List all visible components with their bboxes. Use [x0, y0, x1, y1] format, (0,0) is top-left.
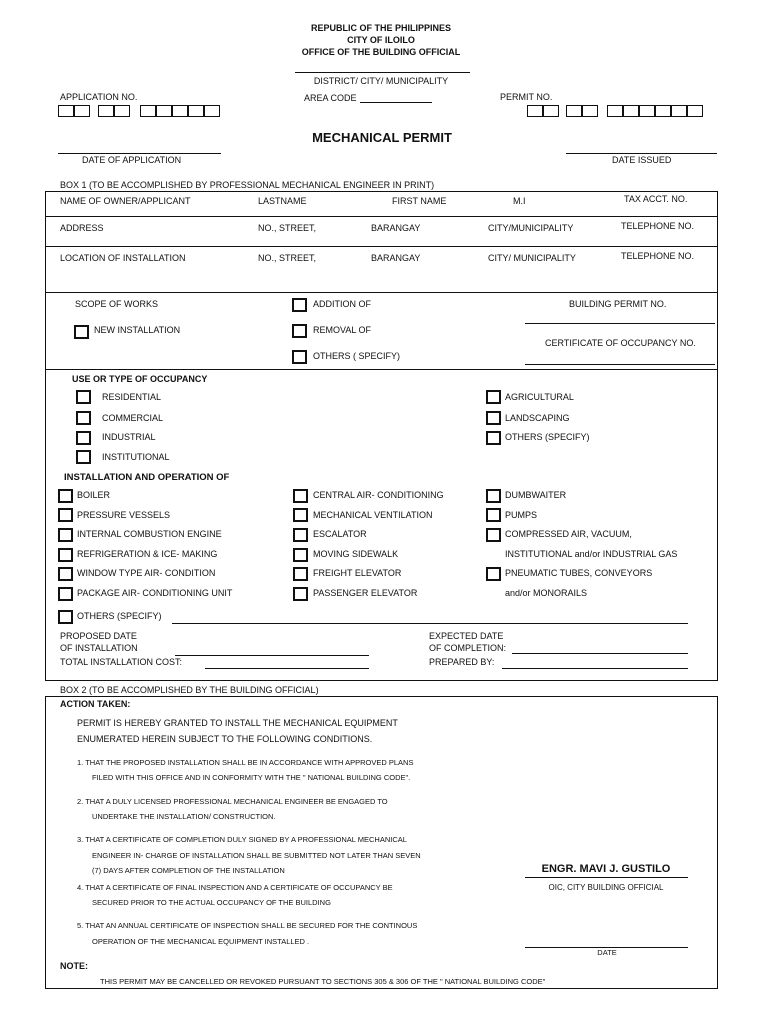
- refrigeration-checkbox[interactable]: [58, 548, 73, 562]
- condition-1: 1. THAT THE PROPOSED INSTALLATION SHALL BE IN ACCORDANCE WITH APPROVED PLANS: [77, 758, 414, 767]
- proposed-date-label: PROPOSED DATE: [60, 631, 137, 641]
- window-type-label: WINDOW TYPE AIR- CONDITION: [77, 568, 216, 578]
- new-installation-label: NEW INSTALLATION: [94, 325, 181, 335]
- application-no-digit-box[interactable]: [114, 105, 130, 117]
- certificate-occupancy-label: CERTIFICATE OF OCCUPANCY NO.: [545, 338, 696, 348]
- mechanical-ventilation-label: MECHANICAL VENTILATION: [313, 510, 433, 520]
- application-no-digit-box[interactable]: [74, 105, 90, 117]
- landscaping-checkbox[interactable]: [486, 411, 501, 425]
- window-type-checkbox[interactable]: [58, 567, 73, 581]
- permit-no-digit-box[interactable]: [639, 105, 655, 117]
- condition-5-cont: OPERATION OF THE MECHANICAL EQUIPMENT INSTALLED .: [92, 937, 310, 946]
- industrial-label: INDUSTRIAL: [102, 432, 156, 442]
- application-no-digit-box[interactable]: [140, 105, 156, 117]
- permit-no-digit-box[interactable]: [671, 105, 687, 117]
- use-others-label: OTHERS (SPECIFY): [505, 432, 590, 442]
- permit-grant-text-2: ENUMERATED HEREIN SUBJECT TO THE FOLLOWING CONDITIONS.: [77, 734, 373, 744]
- condition-3-cont: ENGINEER IN- CHARGE OF INSTALLATION SHALL BE SUBMITTED NOT LATER THAN SEVEN: [92, 851, 421, 860]
- escalator-label: ESCALATOR: [313, 529, 367, 539]
- mechanical-ventilation-checkbox[interactable]: [293, 508, 308, 522]
- commercial-checkbox[interactable]: [76, 411, 91, 425]
- prepared-by-label: PREPARED BY:: [429, 657, 495, 667]
- prepared-by-field[interactable]: [502, 668, 688, 669]
- note-text: THIS PERMIT MAY BE CANCELLED OR REVOKED PURSUANT TO SECTIONS 305 & 306 OF THE " NATIONAL BUILDING CODE": [100, 977, 546, 986]
- landscaping-label: LANDSCAPING: [505, 413, 570, 423]
- box1-heading: BOX 1 (TO BE ACCOMPLISHED BY PROFESSIONAL MECHANICAL ENGINEER IN PRINT): [60, 180, 435, 190]
- monorails-label: and/or MONORAILS: [505, 588, 588, 598]
- address-telephone-label: TELEPHONE NO.: [621, 221, 695, 231]
- expected-date-label-2: OF COMPLETION:: [429, 643, 507, 653]
- date-issued-label: DATE ISSUED: [612, 155, 672, 165]
- escalator-checkbox[interactable]: [293, 528, 308, 542]
- note-label: NOTE:: [60, 961, 88, 971]
- official-title: OIC, CITY BUILDING OFFICIAL: [548, 883, 664, 892]
- central-air-label: CENTRAL AIR- CONDITIONING: [313, 490, 444, 500]
- condition-4-cont: SECURED PRIOR TO THE ACTUAL OCCUPANCY OF THE BUILDING: [92, 898, 331, 907]
- condition-1-cont: FILED WITH THIS OFFICE AND IN CONFORMITY WITH THE " NATIONAL BUILDING CODE".: [92, 773, 411, 782]
- agricultural-label: AGRICULTURAL: [505, 392, 574, 402]
- use-others-checkbox[interactable]: [486, 431, 501, 445]
- permit-no-digit-box[interactable]: [655, 105, 671, 117]
- condition-2: 2. THAT A DULY LICENSED PROFESSIONAL MECHANICAL ENGINEER BE ENGAGED TO: [77, 797, 388, 806]
- permit-grant-text: PERMIT IS HEREBY GRANTED TO INSTALL THE MECHANICAL EQUIPMENT: [77, 718, 398, 728]
- expected-date-field[interactable]: [512, 653, 688, 654]
- area-code-field[interactable]: [360, 102, 432, 103]
- proposed-date-label-2: OF INSTALLATION: [60, 643, 138, 653]
- boiler-checkbox[interactable]: [58, 489, 73, 503]
- scope-label: SCOPE OF WORKS: [75, 299, 159, 309]
- permit-no-digit-box[interactable]: [582, 105, 598, 117]
- date-of-application-label: DATE OF APPLICATION: [82, 155, 182, 165]
- pressure-vessels-label: PRESSURE VESSELS: [77, 510, 171, 520]
- district-field-line[interactable]: [295, 72, 470, 73]
- permit-no-digit-box[interactable]: [687, 105, 703, 117]
- lastname-label: LASTNAME: [258, 196, 307, 206]
- permit-no-digit-box[interactable]: [527, 105, 543, 117]
- permit-no-digit-box[interactable]: [566, 105, 582, 117]
- moving-sidewalk-checkbox[interactable]: [293, 548, 308, 562]
- district-label: DISTRICT/ CITY/ MUNICIPALITY: [313, 76, 449, 86]
- installation-others-field[interactable]: [172, 623, 688, 624]
- boiler-label: BOILER: [77, 490, 111, 500]
- application-no-label: APPLICATION NO.: [60, 92, 138, 102]
- divider: [45, 216, 718, 217]
- package-air-label: PACKAGE AIR- CONDITIONING UNIT: [77, 588, 233, 598]
- building-permit-no-field[interactable]: [525, 323, 715, 324]
- header-office: OFFICE OF THE BUILDING OFFICIAL: [301, 47, 461, 57]
- scope-others-checkbox[interactable]: [292, 350, 307, 364]
- central-air-checkbox[interactable]: [293, 489, 308, 503]
- application-no-digit-box[interactable]: [98, 105, 114, 117]
- condition-3-cont-2: (7) DAYS AFTER COMPLETION OF THE INSTALLATION: [92, 866, 285, 875]
- dumbwaiter-checkbox[interactable]: [486, 489, 501, 503]
- divider: [45, 292, 718, 293]
- condition-2-cont: UNDERTAKE THE INSTALLATION/ CONSTRUCTION.: [92, 812, 276, 821]
- residential-checkbox[interactable]: [76, 390, 91, 404]
- institutional-label: INSTITUTIONAL: [102, 452, 170, 462]
- condition-4: 4. THAT A CERTIFICATE OF FINAL INSPECTION AND A CERTIFICATE OF OCCUPANCY BE: [77, 883, 393, 892]
- addition-checkbox[interactable]: [292, 298, 307, 312]
- pumps-label: PUMPS: [505, 510, 538, 520]
- permit-no-digit-box[interactable]: [623, 105, 639, 117]
- package-air-checkbox[interactable]: [58, 587, 73, 601]
- permit-no-digit-box[interactable]: [607, 105, 623, 117]
- application-no-digit-box[interactable]: [58, 105, 74, 117]
- box2-heading: BOX 2 (TO BE ACCOMPLISHED BY THE BUILDING OFFICIAL): [60, 685, 319, 695]
- internal-combustion-checkbox[interactable]: [58, 528, 73, 542]
- application-no-digit-box[interactable]: [172, 105, 188, 117]
- installation-heading: INSTALLATION AND OPERATION OF: [64, 472, 230, 483]
- removal-label: REMOVAL OF: [313, 325, 372, 335]
- certificate-occupancy-field[interactable]: [525, 364, 715, 365]
- application-no-digit-box[interactable]: [156, 105, 172, 117]
- institutional-checkbox[interactable]: [76, 450, 91, 464]
- action-taken-label: ACTION TAKEN:: [60, 699, 131, 709]
- date-issued-field[interactable]: [566, 153, 717, 154]
- header-city: CITY OF ILOILO: [347, 35, 415, 45]
- location-street-label: NO., STREET,: [258, 253, 317, 263]
- freight-elevator-checkbox[interactable]: [293, 567, 308, 581]
- tax-acct-label: TAX ACCT. NO.: [624, 194, 688, 204]
- use-heading: USE OR TYPE OF OCCUPANCY: [72, 374, 208, 384]
- institutional-gas-label: INSTITUTIONAL and/or INDUSTRIAL GAS: [505, 549, 678, 559]
- official-name: ENGR. MAVI J. GUSTILO: [541, 863, 671, 875]
- divider: [45, 246, 718, 247]
- moving-sidewalk-label: MOVING SIDEWALK: [313, 549, 399, 559]
- total-cost-label: TOTAL INSTALLATION COST:: [60, 657, 183, 667]
- mi-label: M.I: [513, 196, 526, 206]
- passenger-elevator-checkbox[interactable]: [293, 587, 308, 601]
- compressed-air-label: COMPRESSED AIR, VACUUM,: [505, 529, 632, 539]
- addition-label: ADDITION OF: [313, 299, 371, 309]
- commercial-label: COMMERCIAL: [102, 413, 164, 423]
- date-label: DATE: [597, 948, 617, 957]
- permit-no-digit-box[interactable]: [543, 105, 559, 117]
- owner-label: NAME OF OWNER/APPLICANT: [60, 196, 191, 206]
- application-no-digit-box[interactable]: [188, 105, 204, 117]
- address-street-label: NO., STREET,: [258, 223, 317, 233]
- address-barangay-label: BARANGAY: [371, 223, 421, 233]
- total-cost-field[interactable]: [205, 668, 369, 669]
- header-republic: REPUBLIC OF THE PHILIPPINES: [310, 23, 452, 33]
- installation-others-label: OTHERS (SPECIFY): [77, 611, 162, 621]
- residential-label: RESIDENTIAL: [102, 392, 162, 402]
- location-label: LOCATION OF INSTALLATION: [60, 253, 186, 263]
- pneumatic-tubes-label: PNEUMATIC TUBES, CONVEYORS: [505, 568, 653, 578]
- pumps-checkbox[interactable]: [486, 508, 501, 522]
- address-city-label: CITY/MUNICIPALITY: [488, 223, 574, 233]
- scope-others-label: OTHERS ( SPECIFY): [313, 351, 401, 361]
- permit-no-label: PERMIT NO.: [500, 92, 553, 102]
- location-city-label: CITY/ MUNICIPALITY: [488, 253, 576, 263]
- condition-3: 3. THAT A CERTIFICATE OF COMPLETION DULY SIGNED BY A PROFESSIONAL MECHANICAL: [77, 835, 407, 844]
- passenger-elevator-label: PASSENGER ELEVATOR: [313, 588, 418, 598]
- building-permit-no-label: BUILDING PERMIT NO.: [569, 299, 667, 309]
- industrial-checkbox[interactable]: [76, 431, 91, 445]
- pneumatic-tubes-checkbox[interactable]: [486, 567, 501, 581]
- area-code-label: AREA CODE: [304, 93, 357, 103]
- freight-elevator-label: FREIGHT ELEVATOR: [313, 568, 402, 578]
- expected-date-label: EXPECTED DATE: [429, 631, 504, 641]
- internal-combustion-label: INTERNAL COMBUSTION ENGINE: [77, 529, 222, 539]
- application-no-digit-box[interactable]: [204, 105, 220, 117]
- signature-line[interactable]: [525, 877, 688, 878]
- installation-others-checkbox[interactable]: [58, 610, 73, 624]
- pressure-vessels-checkbox[interactable]: [58, 508, 73, 522]
- refrigeration-label: REFRIGERATION & ICE- MAKING: [77, 549, 218, 559]
- date-of-application-field[interactable]: [58, 153, 221, 154]
- address-label: ADDRESS: [60, 223, 104, 233]
- removal-checkbox[interactable]: [292, 324, 307, 338]
- dumbwaiter-label: DUMBWAITER: [505, 490, 567, 500]
- page-title: MECHANICAL PERMIT: [312, 130, 452, 145]
- location-barangay-label: BARANGAY: [371, 253, 421, 263]
- condition-5: 5. THAT AN ANNUAL CERTIFICATE OF INSPECTION SHALL BE SECURED FOR THE CONTINOUS: [77, 921, 418, 930]
- agricultural-checkbox[interactable]: [486, 390, 501, 404]
- new-installation-checkbox[interactable]: [74, 325, 89, 339]
- divider: [45, 369, 718, 370]
- location-telephone-label: TELEPHONE NO.: [621, 251, 695, 261]
- proposed-date-field[interactable]: [175, 655, 369, 656]
- compressed-air-checkbox[interactable]: [486, 528, 501, 542]
- firstname-label: FIRST NAME: [392, 196, 447, 206]
